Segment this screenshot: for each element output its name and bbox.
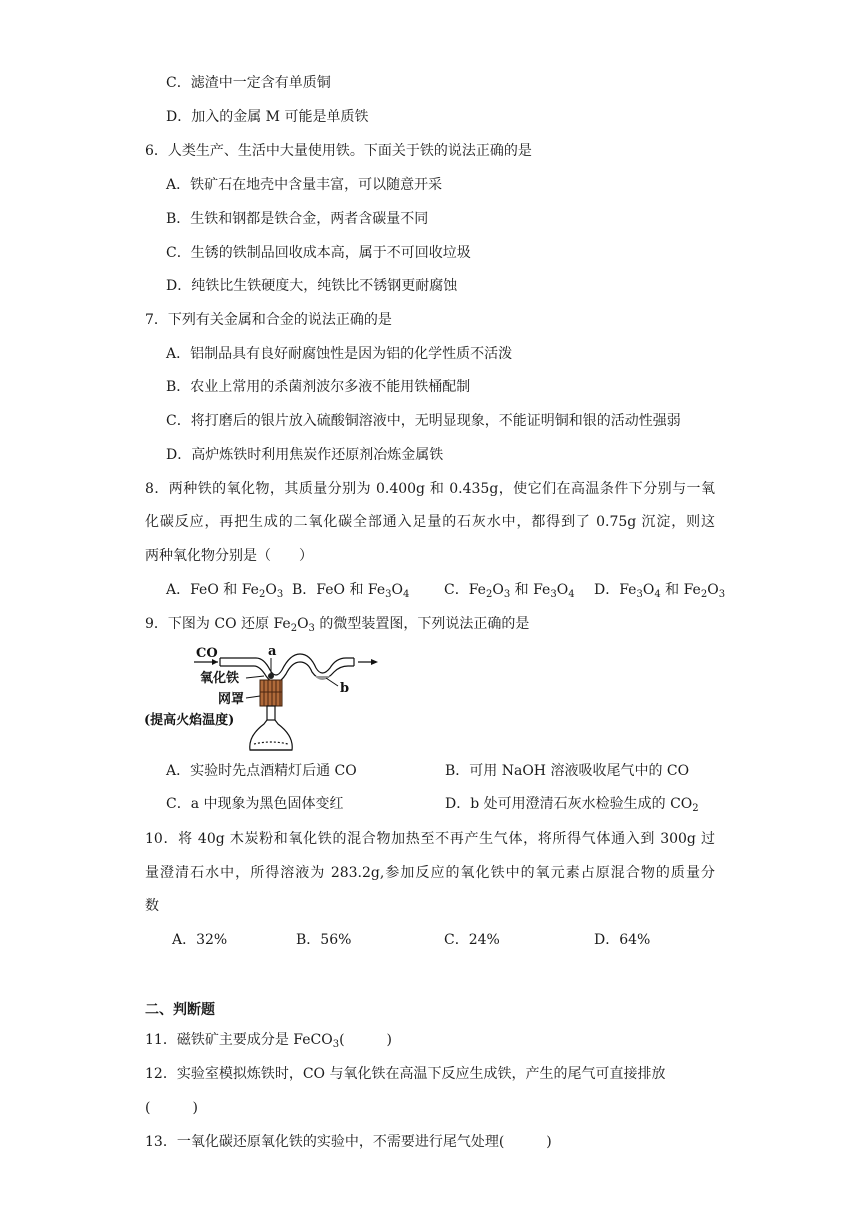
iron-oxide-pointer [246,676,264,678]
q9-option-b: B．可用 NaOH 溶液吸收尾气中的 CO [445,763,690,779]
q10-option-a: A．32% [172,932,228,948]
q10-stem-line3: 数 [145,898,159,914]
q8-option-d: D．$Fe_3O_4$ 和 $Fe_2O_3$ [594,582,726,600]
q6-option-d: D．纯铁比生铁硬度大，纯铁比不锈钢更耐腐蚀 [166,278,458,294]
q6-option-b: B．生铁和钢都是铁合金，两者含碳量不同 [166,211,429,227]
q8-option-b: B．FeO 和 $Fe_3O_4$ [292,582,410,600]
q9-stem: 9．下图为 CO 还原 $Fe_2O_3$ 的微型装置图，下列说法正确的是 [145,616,530,634]
mesh-label: 网罩 [218,692,245,707]
q7-option-a: A．铝制品具有良好耐腐蚀性是因为铝的化学性质不活泼 [166,346,513,362]
label-a: a [268,644,277,659]
q8-option-a: A．FeO 和 $Fe_2O_3$ [166,582,284,600]
q13-stem: 13．一氧化碳还原氧化铁的实验中，不需要进行尾气处理( ) [145,1134,552,1150]
q10-option-d: D．64% [594,932,651,948]
q9-apparatus-figure [140,640,390,755]
outlet-arrow-head [371,659,378,665]
mesh-cover [260,680,282,706]
q9-option-a: A．实验时先点酒精灯后通 CO [166,763,357,779]
q7-option-b: B．农业上常用的杀菌剂波尔多液不能用铁桶配制 [166,379,471,395]
mesh-pointer [246,696,260,698]
q6-option-a: A．铁矿石在地壳中含量丰富，可以随意开采 [166,177,443,193]
section-title-judgement: 二、判断题 [145,1002,215,1018]
alcohol-lamp [250,706,292,750]
label-b-pointer [326,678,338,686]
q7-stem: 7．下列有关金属和合金的说法正确的是 [145,312,392,328]
iron-oxide-label: 氧化铁 [200,671,240,686]
q5-option-d: D．加入的金属 M 可能是单质铁 [166,109,369,125]
q9-option-c: C．a 中现象为黑色固体变红 [166,796,344,812]
q5-option-c: C．滤渣中一定含有单质铜 [166,75,331,91]
q12-stem-line1: 12．实验室模拟炼铁时，CO 与氧化铁在高温下反应生成铁，产生的尾气可直接排放 [145,1066,666,1082]
q12-stem-line2: ( ) [145,1100,198,1116]
q9-option-d: D．b 处可用澄清石灰水检验生成的 $CO_2$ [445,796,699,814]
q7-option-d: D．高炉炼铁时利用焦炭作还原剂冶炼金属铁 [166,447,444,463]
q10-option-c: C．24% [444,932,500,948]
q8-stem-line1: 8．两种铁的氧化物，其质量分别为 0.400g 和 0.435g，使它们在高温条件下分别与一氧 [145,481,715,497]
q10-stem-line2: 量澄清石水中，所得溶液为 283.2g,参加反应的氧化铁中的氧元素占原混合物的质量分 [145,865,715,881]
q8-option-c: C．$Fe_2O_3$ 和 $Fe_3O_4$ [444,582,575,600]
iron-oxide-sample [268,673,274,679]
q8-stem-line3: 两种氧化物分别是（ ） [145,548,313,564]
q6-option-c: C．生锈的铁制品回收成本高，属于不可回收垃圾 [166,245,471,261]
q6-stem: 6．人类生产、生活中大量使用铁。下面关于铁的说法正确的是 [145,143,532,159]
q7-option-c: C．将打磨后的银片放入硫酸铜溶液中，无明显现象，不能证明铜和银的活动性强弱 [166,413,681,429]
q8-stem-line2: 化碳反应，再把生成的二氧化碳全部通入足量的石灰水中，都得到了 0.75g 沉淀，则这 [145,514,715,530]
q11-stem: 11．磁铁矿主要成分是 FeCO$_3$( ) [145,1032,392,1050]
mesh-note: (提高火焰温度) [144,713,235,728]
glass-tube [220,654,354,683]
q10-stem-line1: 10．将 40g 木炭粉和氧化铁的混合物加热至不再产生气体，将所得气体通入到 300g 过 [145,831,715,847]
label-b: b [340,681,350,696]
co-label: CO [196,646,218,661]
q10-option-b: B．56% [296,932,352,948]
